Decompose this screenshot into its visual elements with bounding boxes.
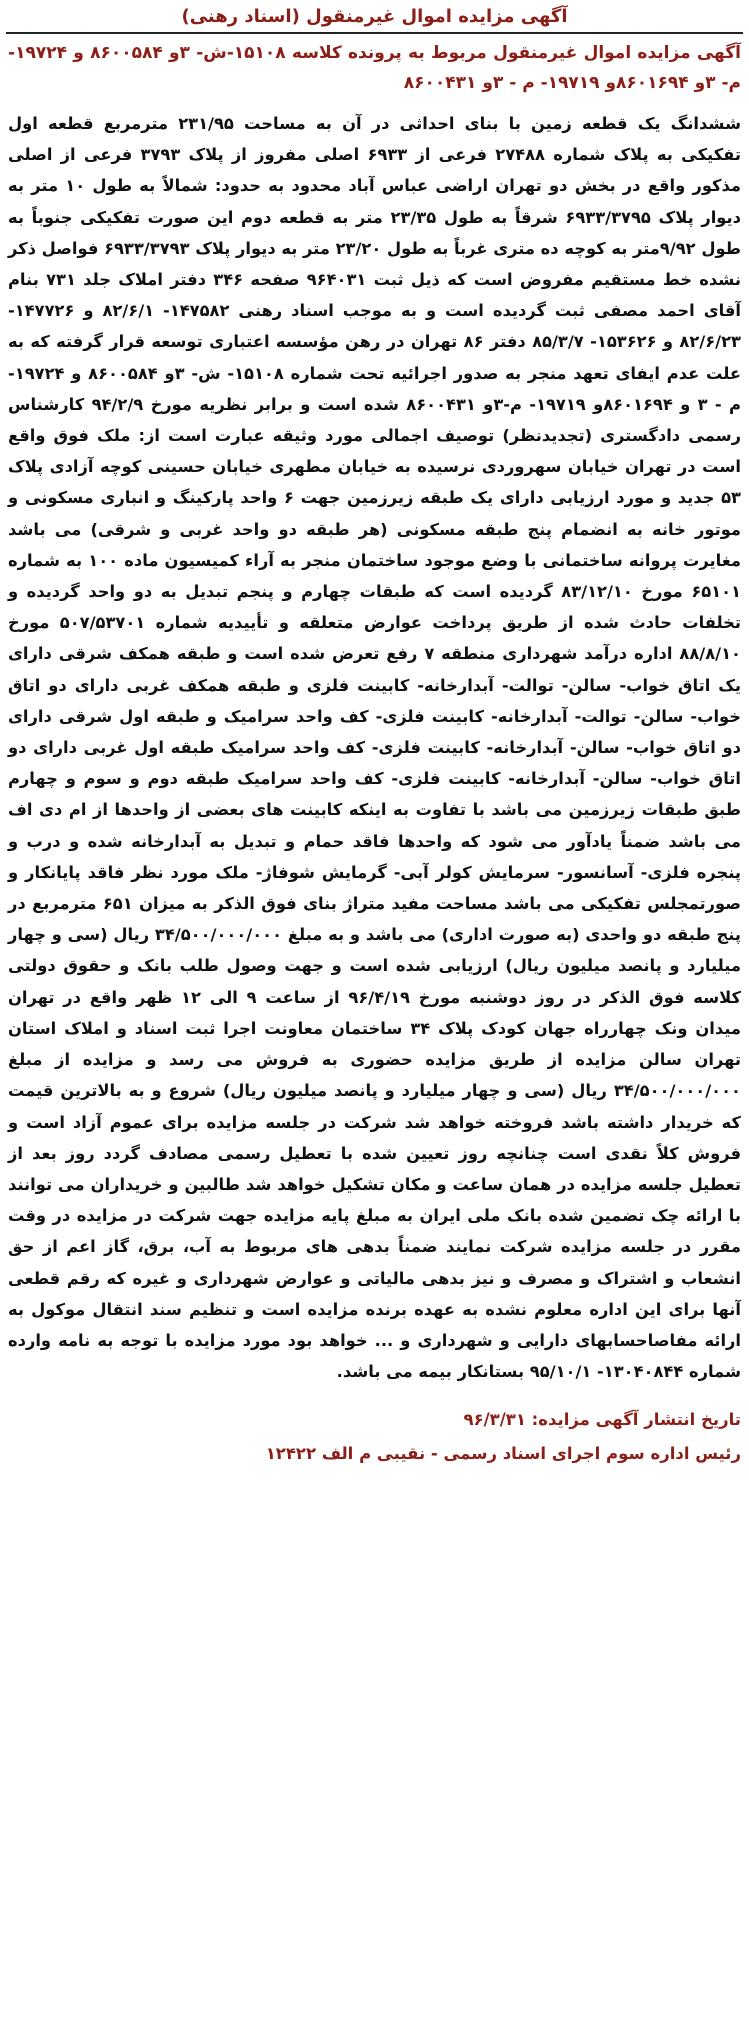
notice-subtitle: آگهی مزایده اموال غیرمنقول مربوط به پرونده کلاسه ۱۵۱۰۸-ش- ۳و ۸۶۰۰۵۸۴ و ۱۹۷۲۴- م- ۳و ۸۶۰۱۶۹۴و ۱۹۷۱۹- م - ۳و ۸۶۰۰۴۳۱ bbox=[8, 43, 741, 93]
notice-title: آگهی مزایده اموال غیرمنقول (اسناد رهنی) bbox=[181, 6, 568, 27]
title-divider bbox=[6, 32, 743, 34]
publish-date: تاریخ انتشار آگهی مزایده: ۹۶/۳/۳۱ bbox=[463, 1410, 741, 1430]
notice-body: ششدانگ یک قطعه زمین با بنای احداثی در آن به مساحت ۲۳۱/۹۵ مترمربع قطعه اول تفکیکی به پلاک شماره ۲۷۴۸۸ فرعی از ۶۹۳۳ اصلی مفروز از پلاک ۳۷۹۳ فرعی از اصلی مذکور واقع در بخش دو تهران اراضی عباس آباد محدود به حدود: شمالاً به طول ۱۰ متر به دیوار پلاک ۶۹۳۳/۳۷۹۵ شرقاً به طول ۲۳/۳۵ متر به قطعه دوم این صورت تفکیکی جنوباً به طول ۹/۹۲متر به کوچه ده متری غرباً به طول ۲۳/۲۰ متر به دیوار پلاک ۶۹۳۳/۳۷۹۳ فواصل ذکر نشده خط مستقیم مفروض است که ذیل ثبت ۹۶۴۰۳۱ صفحه ۳۴۶ دفتر املاک جلد ۷۳۱ بنام آقای احمد مصفی ثبت گردیده است و به موجب اسناد رهنی ۱۴۷۵۸۲- ۸۲/۶/۱ و ۱۴۷۷۲۶- ۸۲/۶/۲۳ و ۱۵۳۶۲۶- ۸۵/۳/۷ دفتر ۸۶ تهران در رهن مؤسسه اعتباری توسعه قرار گرفته که به علت عدم ایفای تعهد منجر به صدور اجرائیه تحت شماره ۱۵۱۰۸- ش- ۳و ۸۶۰۰۵۸۴ و ۱۹۷۲۴- م - ۳ و ۸۶۰۱۶۹۴و ۱۹۷۱۹- م-۳و ۸۶۰۰۴۳۱ شده است و برابر نظریه مورخ ۹۴/۲/۹ کارشناس رسمی دادگستری (تجدیدنظر) توصیف اجمالی مورد وثیقه عبارت است از: ملک فوق واقع است در تهران خیابان سهروردی نرسیده به خیابان مطهری خیابان حسینی کوچه آزادی پلاک ۵۳ جدید و مورد ارزیابی دارای یک طبقه زیرزمین جهت ۶ واحد پارکینگ و انباری مسکونی و موتور خانه به انضمام پنج طبقه مسکونی (هر طبقه دو واحد غربی و شرقی) می باشد مغایرت پروانه ساختمانی با وضع موجود ساختمان منجر به آراء کمیسیون ماده ۱۰۰ به شماره ۶۵۱۰۱ مورخ ۸۳/۱۲/۱۰ گردیده است که طبقات چهارم و پنجم تبدیل به دو واحد گردیده و تخلفات حادث شده از طریق پرداخت عوارض متعلقه و تأییدیه شماره ۵۰۷/۵۳۷۰۱ مورخ ۸۸/۸/۱۰ اداره درآمد شهرداری منطقه ۷ رفع تعرض شده است و طبقه همکف شرقی دارای یک اتاق خواب- سالن- توالت- آبدارخانه- کابینت فلزی و طبقه همکف غربی دارای دو اتاق خواب- سالن- توالت- آبدارخانه- کابینت فلزی- کف واحد سرامیک و طبقه اول شرقی دارای دو اتاق خواب- سالن- آبدارخانه- کابینت فلزی- کف واحد سرامیک طبقه اول غربی دارای دو اتاق خواب- سالن- آبدارخانه- کابینت فلزی- کف واحد سرامیک طبقه دوم و سوم و چهارم طبق طبقات زیرزمین می باشد با تفاوت به اینکه کابینت های بعضی از واحدها از ام دی اف می باشد ضمناً یادآور می شود که واحدها فاقد حمام و تبدیل به آبدارخانه شده و درب و پنجره فلزی- آسانسور- سرمایش کولر آبی- گرمایش شوفاژ- ملک مورد نظر فاقد پایانکار و صورتمجلس تفکیکی می باشد مساحت مفید متراژ بنای فوق الذکر به میزان ۶۵۱ مترمربع در پنج طبقه دو واحدی (به صورت اداری) می باشد و به مبلغ ۳۴/۵۰۰/۰۰۰/۰۰۰ ریال (سی و چهار میلیارد و پانصد میلیون ریال) ارزیابی شده است و جهت وصول طلب بانک و حقوق دولتی کلاسه فوق الذکر در روز دوشنبه مورخ ۹۶/۴/۱۹ از ساعت ۹ الی ۱۲ ظهر واقع در تهران میدان ونک چهارراه جهان کودک پلاک ۳۴ ساختمان معاونت اجرا ثبت اسناد و املاک استان تهران سالن مزایده از طریق مزایده حضوری به فروش می رسد و مزایده از مبلغ ۳۴/۵۰۰/۰۰۰/۰۰۰ ریال (سی و چهار میلیارد و پانصد میلیون ریال) شروع و به بالاترین قیمت که خریدار داشته باشد فروخته خواهد شد شرکت در جلسه مزایده برای عموم آزاد است و فروش کلاً نقدی است چنانچه روز تعیین شده با تعطیل رسمی مصادف گردد روز بعد از تعطیل جلسه مزایده در همان ساعت و مکان تشکیل خواهد شد طالبین و خریداران می توانند با ارائه چک تضمین شده بانک ملی ایران به مبلغ پایه مزایده جهت شرکت در مزایده در وقت مقرر در جلسه مزایده شرکت نمایند ضمناً بدهی های مربوط به آب، برق، گاز اعم از حق انشعاب و اشتراک و مصرف و نیز بدهی مالیاتی و عوارض شهرداری و غیره که رقم قطعی آنها برای این اداره معلوم نشده به عهده برنده مزایده است و تنظیم سند انتقال موکول به ارائه مفاصاحسابهای دارایی و شهرداری و ... خواهد بود مورد مزایده با توجه به نامه وارده شماره ۱۳۰۴۰۸۴۴- ۹۵/۱۰/۱ بستانکار بیمه می باشد. bbox=[8, 114, 741, 1382]
notice-footer bbox=[8, 1403, 741, 1471]
signature-line: رئیس اداره سوم اجرای اسناد رسمی - نقیبی م الف ۱۲۴۲۲ bbox=[265, 1444, 741, 1464]
